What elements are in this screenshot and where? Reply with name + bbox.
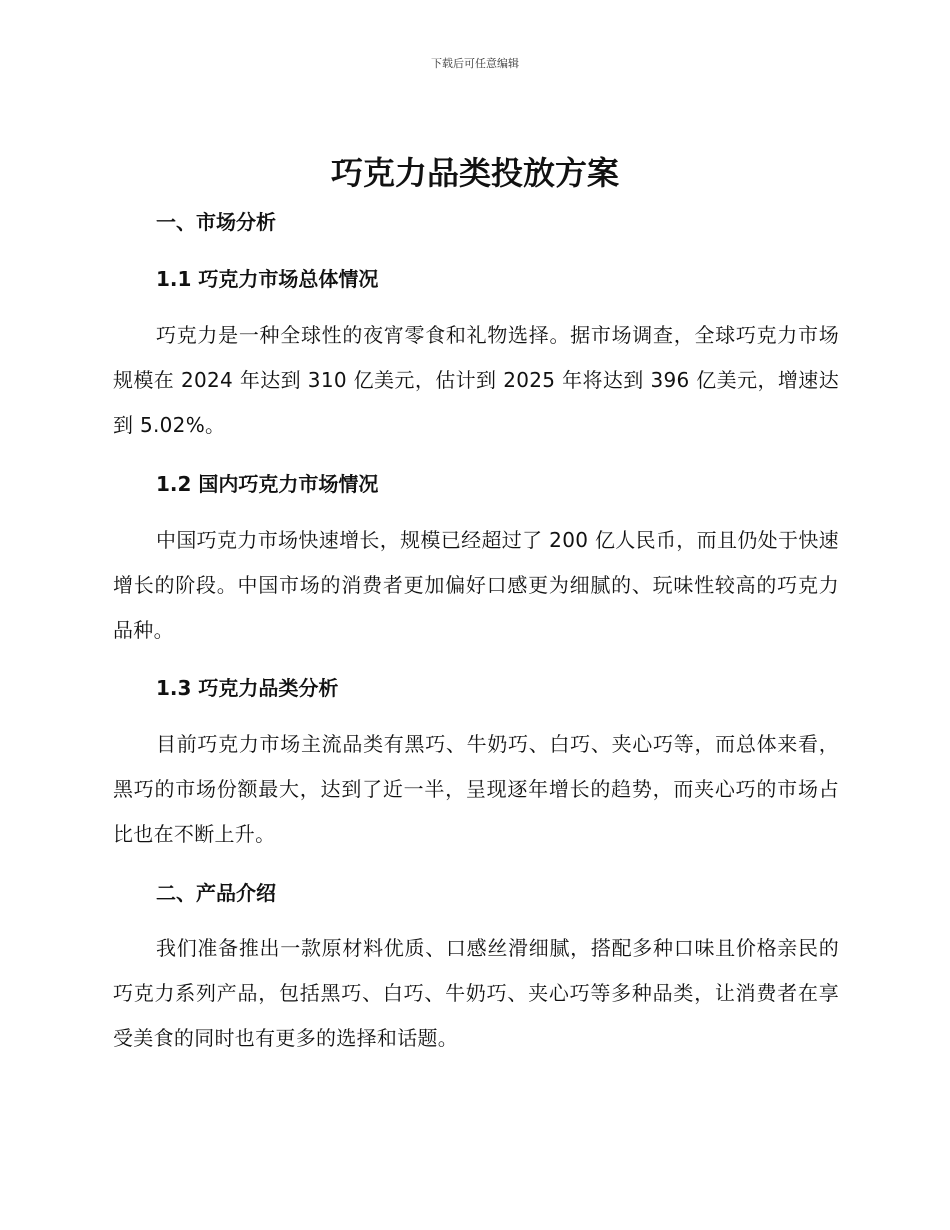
subsection-heading-1-2: 1.2 国内巧克力市场情况	[156, 472, 379, 496]
subsection-heading-1-3: 1.3 巧克力品类分析	[156, 676, 339, 700]
document-title: 巧克力品类投放方案	[330, 154, 619, 192]
header-note: 下载后可任意编辑	[431, 57, 519, 70]
subsection-heading-1-1: 1.1 巧克力市场总体情况	[156, 267, 379, 291]
paragraph-category-analysis: 目前巧克力市场主流品类有黑巧、牛奶巧、白巧、夹心巧等，而总体来看，黑巧的市场份额最大，达到了近一半，呈现逐年增长的趋势，而夹心巧的市场占比也在不断上升。	[113, 732, 839, 846]
paragraph-global-market: 巧克力是一种全球性的夜宵零食和礼物选择。据市场调查，全球巧克力市场规模在 2024 年达到 310 亿美元，估计到 2025 年将达到 396 亿美元，增速达到 5.02%。	[113, 323, 839, 437]
paragraph-domestic-market: 中国巧克力市场快速增长，规模已经超过了 200 亿人民币，而且仍处于快速增长的阶段。中国市场的消费者更加偏好口感更为细腻的、玩味性较高的巧克力品种。	[113, 528, 839, 642]
section-heading-product-intro: 二、产品介绍	[156, 881, 276, 905]
section-heading-market-analysis: 一、市场分析	[156, 210, 276, 234]
paragraph-product-intro: 我们准备推出一款原材料优质、口感丝滑细腻，搭配多种口味且价格亲民的巧克力系列产品，包括黑巧、白巧、牛奶巧、夹心巧等多种品类，让消费者在享受美食的同时也有更多的选择和话题。	[113, 936, 839, 1050]
